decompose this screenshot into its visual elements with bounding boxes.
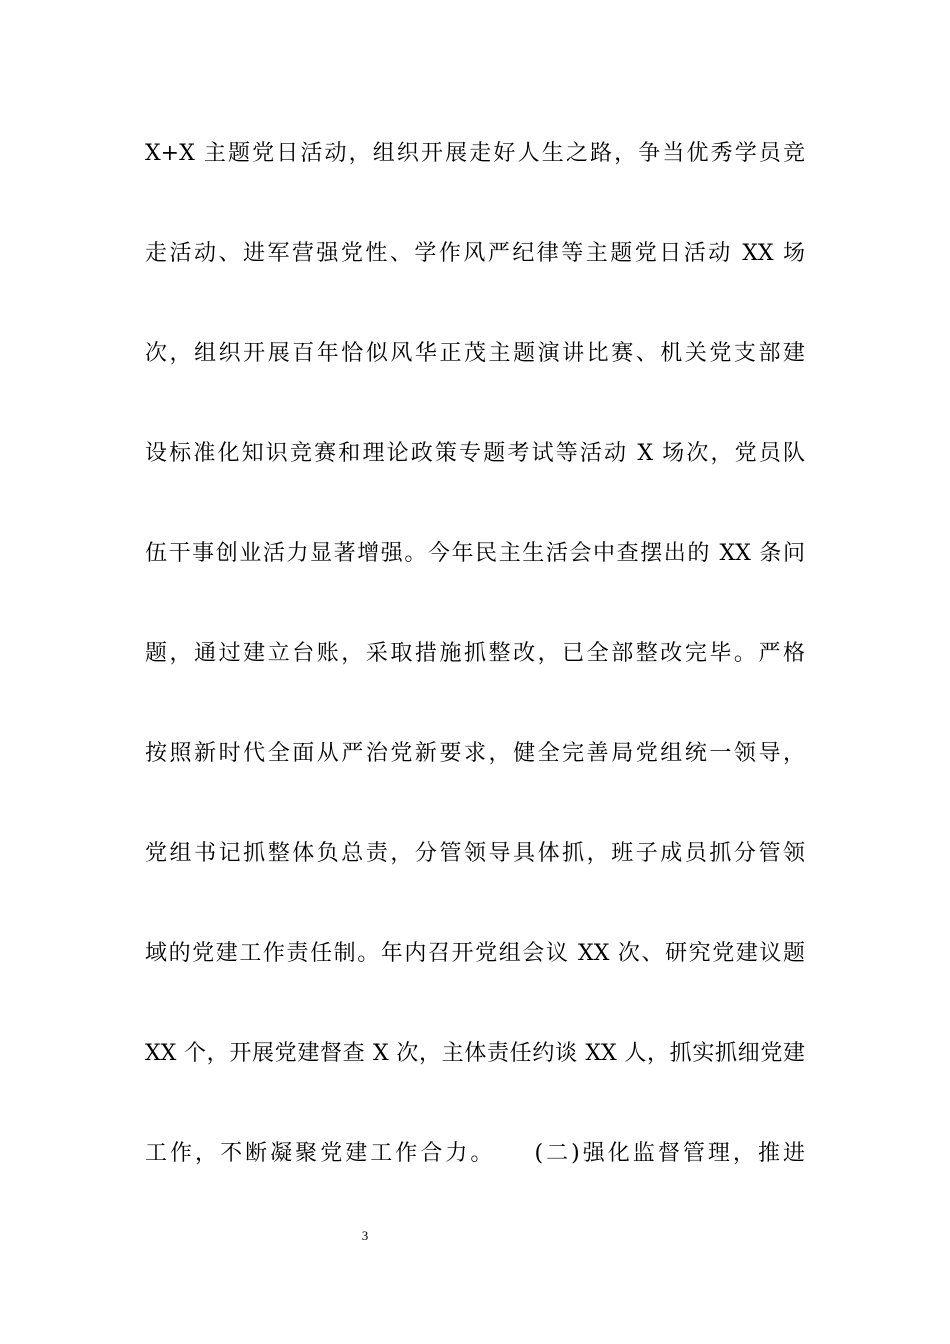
page-number: 3 xyxy=(361,1228,369,1243)
text-line-6: 题，通过建立台账，采取措施抓整改，已全部整改完毕。严格 xyxy=(145,641,805,666)
text-line-5: 伍干事创业活力显著增强。今年民主生活会中查摆出的 XX 条问 xyxy=(145,541,805,566)
text-line-3: 次，组织开展百年恰似风华正茂主题演讲比赛、机关党支部建 xyxy=(145,341,805,366)
text-line-8: 党组书记抓整体负总责，分管领导具体抓，班子成员抓分管领 xyxy=(145,841,805,866)
text-line-7: 按照新时代全面从严治党新要求，健全完善局党组统一领导， xyxy=(145,741,805,766)
text-line-9: 域的党建工作责任制。年内召开党组会议 XX 次、研究党建议题 xyxy=(145,941,805,966)
body-text xyxy=(145,132,805,1232)
text-line-4: 设标准化知识竞赛和理论政策专题考试等活动 X 场次，党员队 xyxy=(145,441,805,466)
text-line-2: 走活动、进军营强党性、学作风严纪律等主题党日活动 XX 场 xyxy=(145,241,805,266)
text-line-11: 工作，不断凝聚党建工作合力。 (二)强化监督管理，推进 xyxy=(145,1141,805,1166)
text-line-10: XX 个，开展党建督查 X 次，主体责任约谈 XX 人，抓实抓细党建 xyxy=(145,1041,805,1066)
text-line-1: X+X 主题党日活动，组织开展走好人生之路，争当优秀学员竞 xyxy=(145,141,805,166)
